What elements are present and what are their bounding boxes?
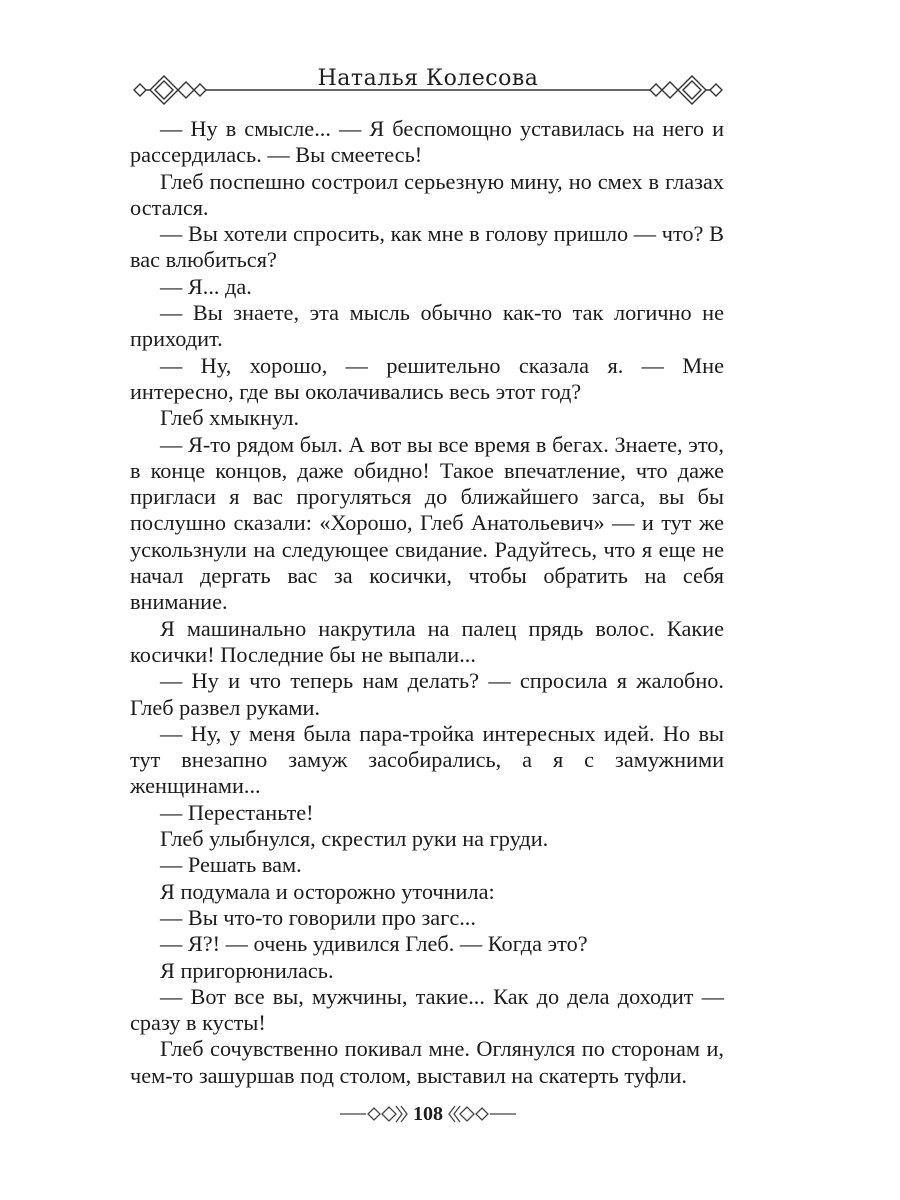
paragraph: Глеб поспешно состроил серьезную мину, но смех в глазах остался. [130, 168, 724, 220]
paragraph: — Ну, у меня была пара-тройка интересных идей. Но вы тут внезапно замуж засобирались, а я с замужними женщинами... [130, 720, 724, 799]
paragraph: Я пригорюнилась. [160, 957, 334, 983]
paragraph: Я машинально накрутила на палец прядь волос. Какие косички! Последние бы не выпали... [130, 615, 724, 667]
paragraph: Глеб улыбнулся, скрестил руки на груди. [160, 826, 549, 852]
paragraph: — Решать вам. [160, 852, 302, 878]
paragraph: — Ну в смысле... — Я беспомощно уставилась на него и рассердилась. — Вы смеетесь! [130, 116, 724, 168]
paragraph: — Я... да. [160, 273, 252, 299]
paragraph: — Я-то рядом был. А вот вы все время в бегах. Знаете, это, в конце концов, даже обидно! Такое впечатление, что даже пригласи я вас прогуляться до ближайшего загса, вы бы послушно сказали: «Хорошо, Глеб Анатольевич» — и тут же ускользнули на следующее свидание. Радуйтесь, что я еще не начал дергать вас за косички, чтобы обратить на себя внимание. [130, 431, 724, 615]
paragraph: — Я?! — очень удивился Глеб. — Когда это? [160, 931, 588, 957]
page-footer [340, 1096, 516, 1132]
author-name: Наталья Колесова [317, 66, 539, 91]
running-header [128, 62, 728, 120]
paragraph: — Ну, хорошо, — решительно сказала я. — Мне интересно, где вы околачивались весь этот год? [130, 352, 724, 404]
paragraph: — Перестаньте! [160, 799, 314, 825]
paragraph: — Вот все вы, мужчины, такие... Как до дела доходит — сразу в кусты! [130, 983, 724, 1036]
paragraph: Глеб хмыкнул. [160, 405, 300, 431]
paragraph: Глеб сочувственно покивал мне. Оглянулся по сторонам и, чем-то зашуршав под столом, выставил на скатерть туфли. [130, 1036, 724, 1088]
paragraph: — Вы хотели спросить, как мне в голову пришло — что? В вас влюбиться? [130, 221, 724, 273]
body-text [130, 116, 724, 1089]
paragraph: — Ну и что теперь нам делать? — спросила я жалобно. Глеб развел руками. [130, 668, 724, 720]
paragraph: Я подумала и осторожно уточнила: [160, 878, 495, 904]
paragraph: — Вы что-то говорили про загс... [160, 904, 476, 930]
paragraph: — Вы знаете, эта мысль обычно как-то так логично не приходит. [130, 300, 724, 352]
page-number: 108 [413, 1103, 443, 1125]
